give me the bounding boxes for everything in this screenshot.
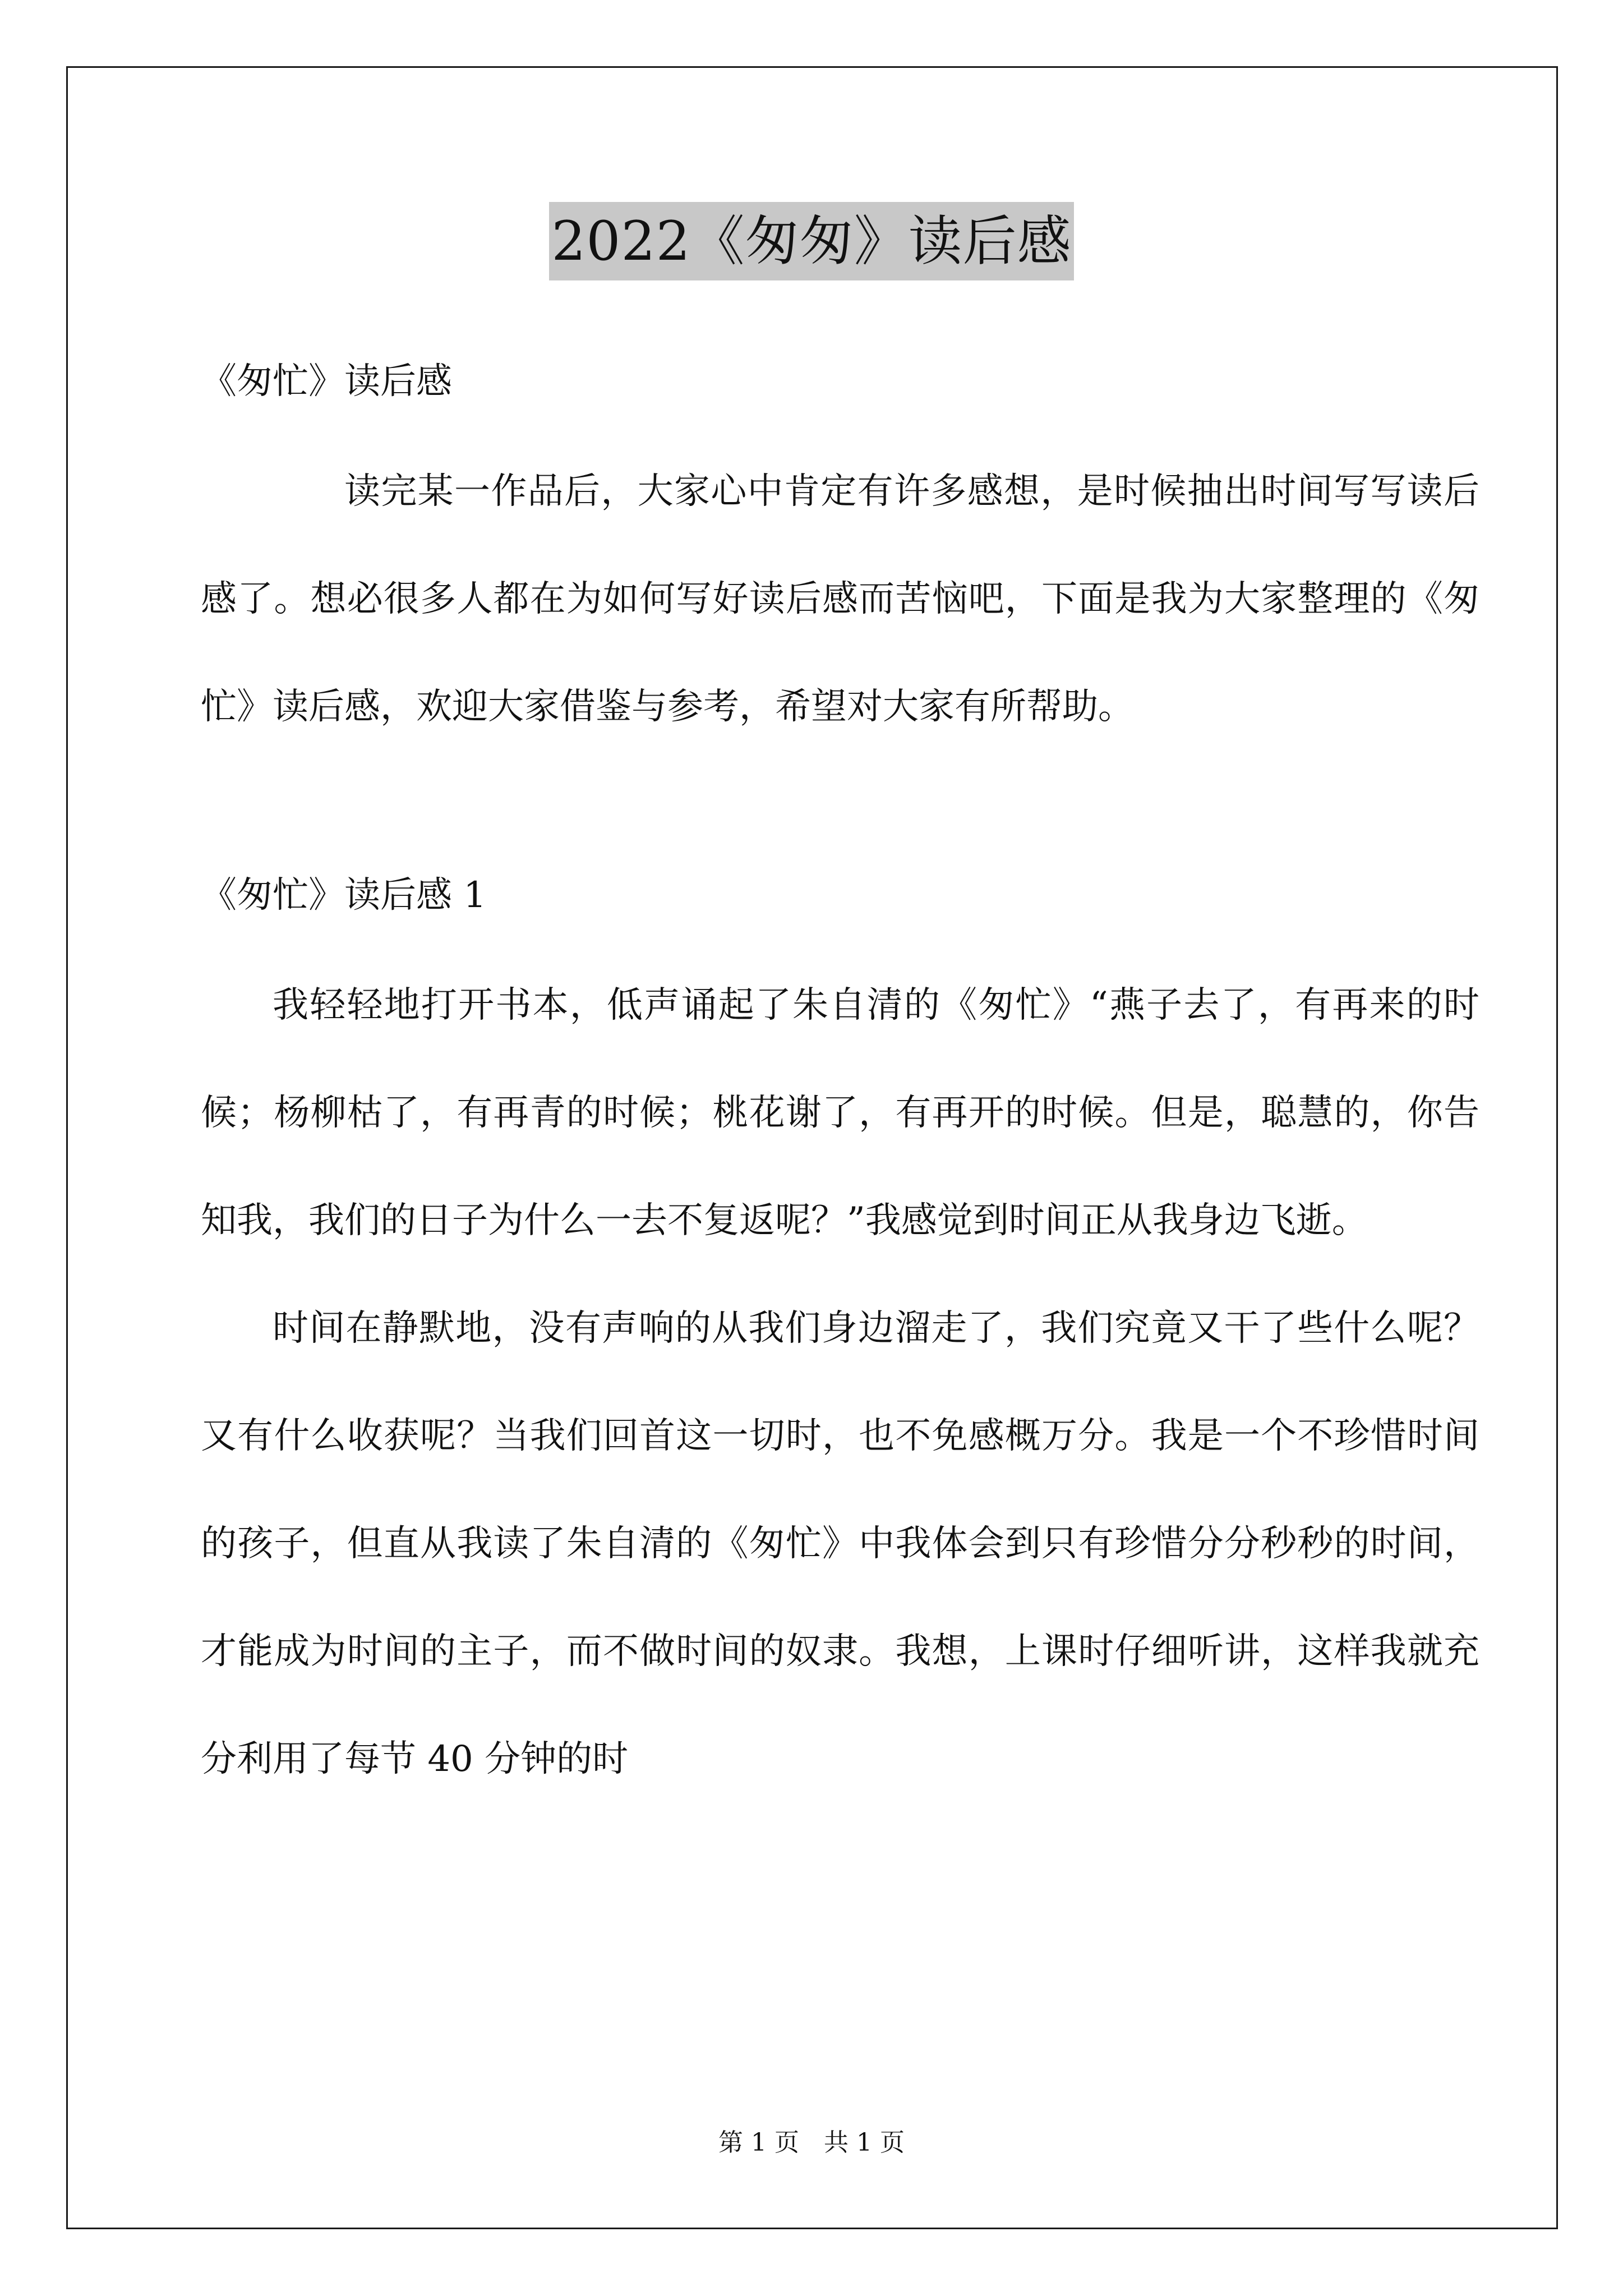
title-wrap (0, 202, 1623, 280)
intro-paragraph: 读完某一作品后，大家心中肯定有许多感想，是时候抽出时间写写读后感了。想必很多人都在为如何写好读后感而苦恼吧，下面是我为大家整理的《匆忙》读后感，欢迎大家借鉴与参考，希望对大家有所帮助。 (201, 471, 1479, 728)
spacer (201, 935, 1479, 951)
body-paragraph-1: 我轻轻地打开书本，低声诵起了朱自清的《匆忙》“燕子去了，有再来的时候；杨柳枯了，有再青的时候；桃花谢了，有再开的时候。但是，聪慧的，你告知我，我们的日子为什么一去不复返呢？”我感觉到时间正从我身边飞逝。 (201, 984, 1479, 1241)
section-heading-intro: 《匆忙》读后感 (201, 361, 452, 402)
document-body (201, 342, 1479, 1813)
spacer (201, 421, 1479, 438)
document-title: 2022《匆匆》读后感 (549, 202, 1073, 280)
spacer (201, 761, 1479, 856)
body-paragraph-2: 时间在静默地，没有声响的从我们身边溜走了，我们究竟又干了些什么呢？又有什么收获呢？当我们回首这一切时，也不免感概万分。我是一个不珍惜时间的孩子，但直从我读了朱自清的《匆忙》中我体会到只有珍惜分分秒秒的时间，才能成为时间的主子，而不做时间的奴隶。我想，上课时仔细听讲，这样我就充分利用了每节 40 分钟的时 (201, 1308, 1479, 1780)
page-footer: 第 1 页 共 1 页 (718, 2128, 905, 2157)
section-heading-1: 《匆忙》读后感 1 (201, 875, 487, 916)
